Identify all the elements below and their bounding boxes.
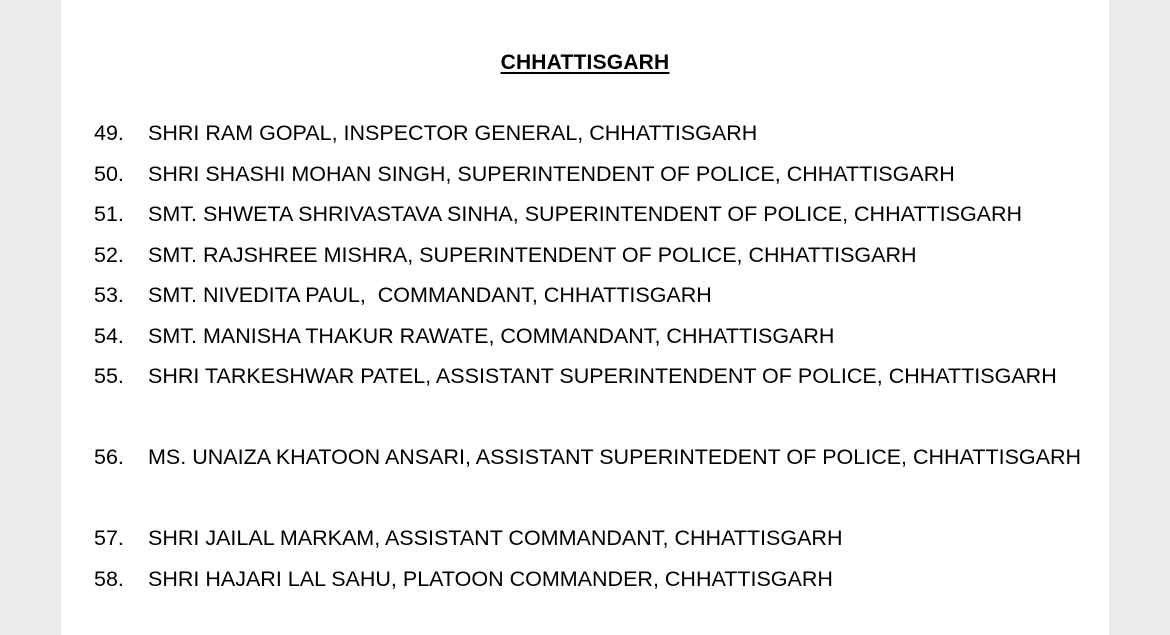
item-text: SMT. NIVEDITA PAUL, COMMANDANT, CHHATTISGARH <box>148 283 712 307</box>
list-item <box>61 523 1109 564</box>
item-number: 50. <box>94 161 124 186</box>
list-item <box>61 199 1109 240</box>
item-number: 57. <box>94 526 124 550</box>
item-text: SMT. SHWETA SHRIVASTAVA SINHA, SUPERINTENDENT OF POLICE, CHHATTISGARH <box>148 202 1023 226</box>
item-number: 49. <box>94 121 124 145</box>
section-heading: CHHATTISGARH <box>500 51 670 74</box>
item-number: 58. <box>94 566 124 591</box>
awardee-list <box>61 118 1109 604</box>
list-item <box>61 159 1109 200</box>
item-number: 53. <box>94 283 124 307</box>
document-page <box>61 0 1109 635</box>
item-text: MS. UNAIZA KHATOON ANSARI, ASSISTANT SUPERINTEDENT OF POLICE, CHHATTISGARH <box>148 445 1082 469</box>
list-item <box>61 361 1109 442</box>
list-item <box>61 118 1109 159</box>
list-item <box>61 442 1109 523</box>
item-text: SHRI RAM GOPAL, INSPECTOR GENERAL, CHHATTISGARH <box>148 121 758 145</box>
list-item <box>61 280 1109 321</box>
item-text: SHRI SHASHI MOHAN SINGH, SUPERINTENDENT OF POLICE, CHHATTISGARH <box>148 161 955 186</box>
item-text: SHRI HAJARI LAL SAHU, PLATOON COMMANDER, CHHATTISGARH <box>148 566 833 591</box>
item-text: SMT. MANISHA THAKUR RAWATE, COMMANDANT, CHHATTISGARH <box>148 323 835 348</box>
list-item <box>61 321 1109 362</box>
list-item <box>61 564 1109 605</box>
item-number: 55. <box>94 364 124 388</box>
item-number: 51. <box>94 202 124 226</box>
list-item <box>61 240 1109 281</box>
item-number: 54. <box>94 323 124 348</box>
item-text: SHRI JAILAL MARKAM, ASSISTANT COMMANDANT, CHHATTISGARH <box>148 526 843 550</box>
item-number: 52. <box>94 242 124 267</box>
item-text: SHRI TARKESHWAR PATEL, ASSISTANT SUPERINTENDENT OF POLICE, CHHATTISGARH <box>148 364 1057 388</box>
item-text: SMT. RAJSHREE MISHRA, SUPERINTENDENT OF POLICE, CHHATTISGARH <box>148 242 917 267</box>
item-number: 56. <box>94 445 124 469</box>
